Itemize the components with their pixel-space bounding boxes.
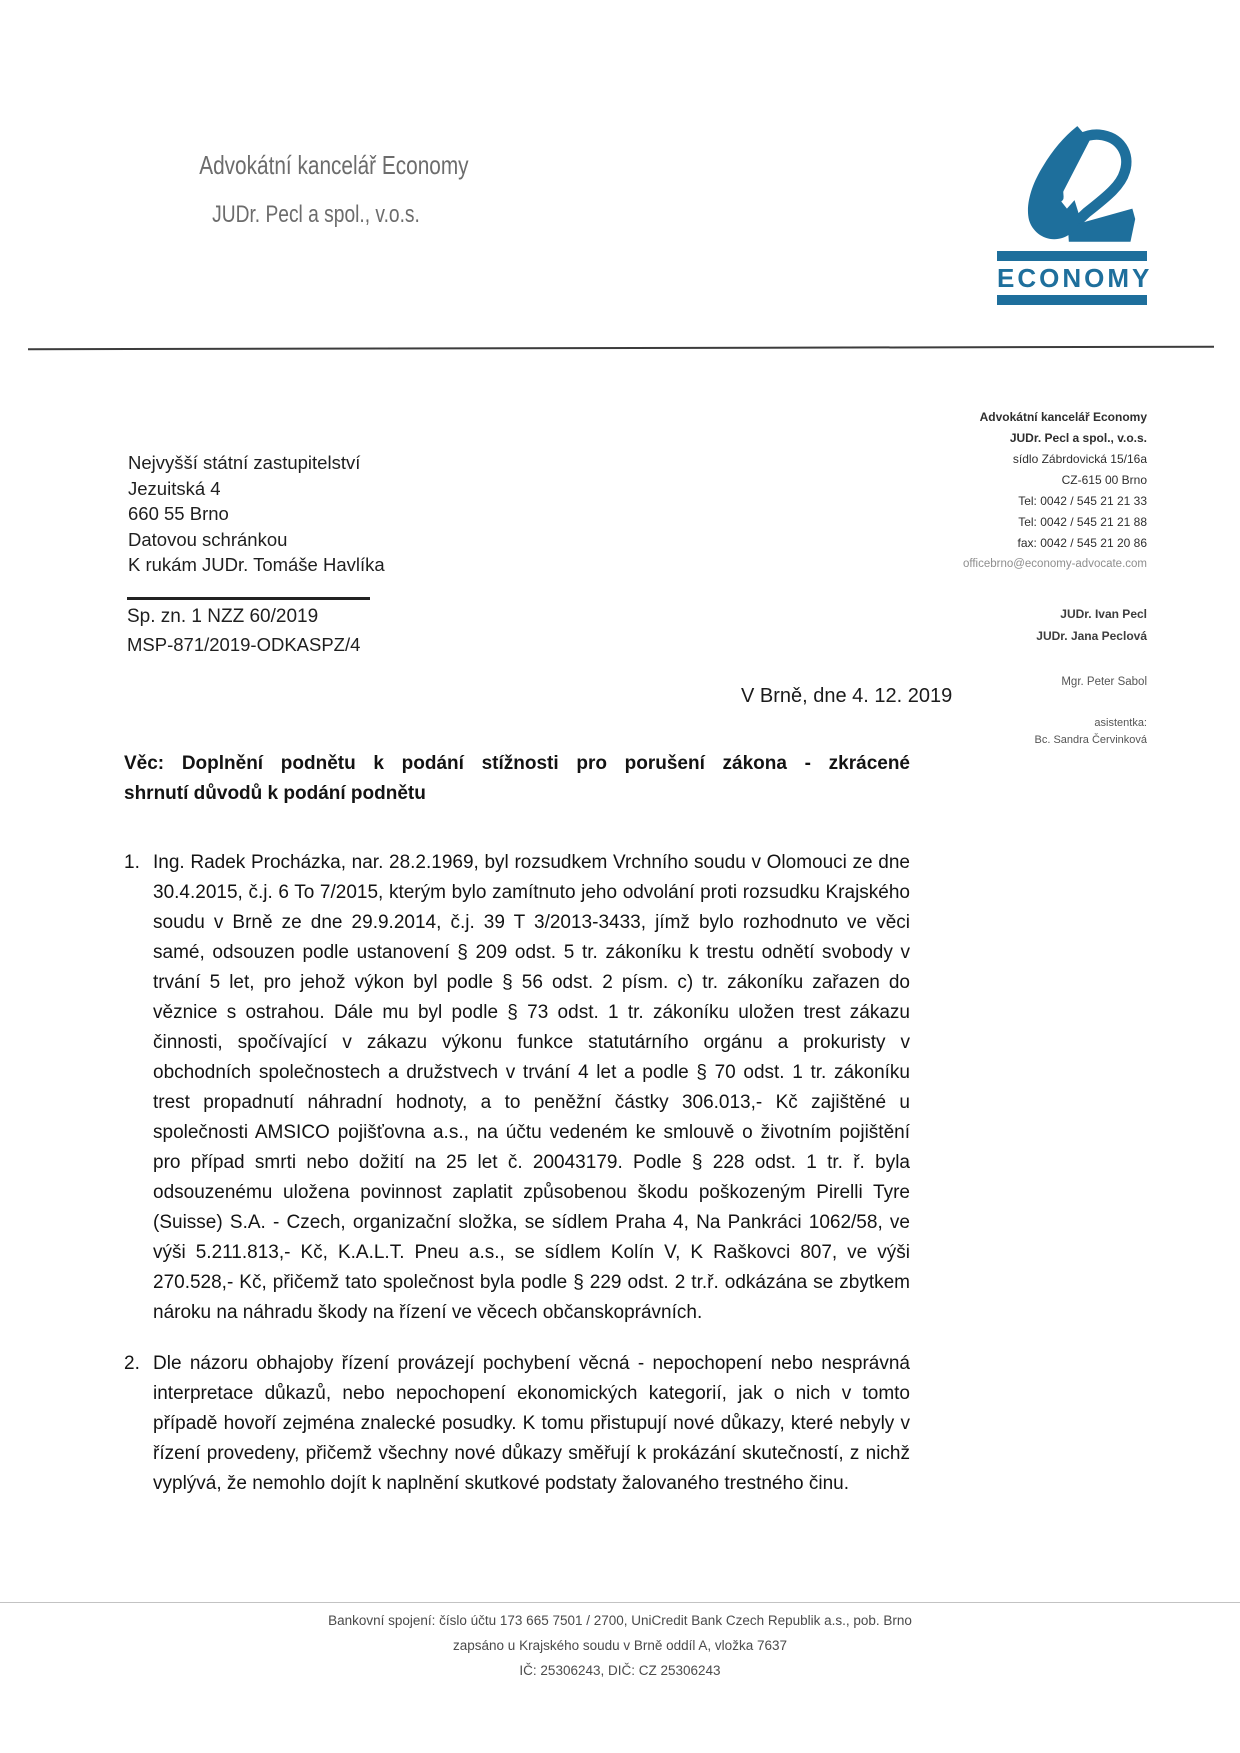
- logo-bottom-bar: [997, 295, 1147, 305]
- body-paragraph: [124, 848, 910, 1328]
- recipient-line: 660 55 Brno: [128, 503, 229, 524]
- lawyers-list: [1036, 603, 1147, 647]
- reference-msp: MSP-871/2019-ODKASPZ/4: [127, 634, 361, 655]
- subject-block: [124, 749, 910, 809]
- contact-line: CZ-615 00 Brno: [1061, 473, 1147, 487]
- recipient-line: Jezuitská 4: [128, 477, 221, 499]
- footer-divider-line: [0, 1602, 1240, 1603]
- contact-line: Advokátní kancelář Economy: [979, 410, 1147, 424]
- letterhead-firm-line2: JUDr. Pecl a spol., v.o.s.: [212, 201, 420, 228]
- lawyer-name: JUDr. Ivan Pecl: [1060, 607, 1147, 621]
- assistant-name: Bc. Sandra Červinková: [1034, 734, 1147, 746]
- contact-line: Tel: 0042 / 545 21 21 88: [1018, 515, 1147, 529]
- footer-bank-line: Bankovní spojení: číslo účtu 173 665 7501 / 2700, UniCredit Bank Czech Republik a.s., pob. Brno: [328, 1613, 912, 1628]
- logo-top-bar: [997, 251, 1147, 261]
- contact-line: Tel: 0042 / 545 21 21 33: [1018, 494, 1147, 508]
- contact-line: fax: 0042 / 545 21 20 86: [1017, 536, 1147, 550]
- paragraph-number: 1.: [124, 852, 140, 873]
- paragraph-text: Ing. Radek Procházka, nar. 28.2.1969, byl rozsudkem Vrchního soudu v Olomouci ze dne 30.4.2015, č.j. 6 To 7/2015, kterým bylo zamítnuto jeho odvolání proti rozsudku Krajského soudu v Brně ze dne 29.9.2014, č.j. 39 T 3/2013-3433, jímž bylo rozhodnuto ve věci samé, odsouzen podle ustanovení § 209 odst. 5 tr. zákoníku k trestu odnětí svobody v trvání 5 let, pro jehož výkon byl podle § 56 odst. 2 písm. c) tr. zákoníku zařazen do věznice s ostrahou. Dále mu byl podle § 73 odst. 1 tr. zákoníku uložen trest zákazu činnosti, spočívající v zákazu výkonu funkce statutárního orgánu a prokuristy v obchodních společnostech a družstvech v trvání 4 let a podle § 70 odst. 1 tr. zákoníku trest propadnutí náhradní hodnoty, a to peněžní částky 306.013,- Kč zajištěné u společnosti AMSICO pojišťovna a.s., na účtu vedeném ke smlouvě o životním pojištění pro případ smrti nebo dožití na 25 let č. 20043179. Podle § 228 odst. 1 tr. ř. byla odsouzenému uložena povinnost zaplatit způsobenou škodu poškozeným Pirelli Tyre (Suisse) S.A. - Czech, organizační složka, se sídlem Praha 4, Na Pankráci 1062/58, ve výši 5.211.813,- Kč, K.A.L.T. Pneu a.s., se sídlem Kolín V, K Raškovci 807, ve výši 270.528,- Kč, přičemž tato společnost byla podle § 229 odst. 2 tr.ř. odkázána se zbytkem nároku na náhradu škody na řízení ve věcech občanskoprávních.: [153, 852, 910, 1323]
- paragraph-text: Dle názoru obhajoby řízení provázejí pochybení věcná - nepochopení nebo nesprávná interpretace důkazů, nebo nepochopení ekonomických kategorií, jak o nich v tomto případě hovoří zejména znalecké posudky. K tomu přistupují nové důkazy, které nebyly v řízení provedeny, přičemž všechny nové důkazy směřují k prokázání skutečností, z nichž vyplývá, že nemohlo dojít k naplnění skutkové podstaty žalovaného trestného činu.: [153, 1353, 910, 1494]
- reference-sp-zn: Sp. zn. 1 NZZ 60/2019: [127, 606, 319, 627]
- body-paragraph: [124, 1349, 910, 1499]
- date-line: V Brně, dne 4. 12. 2019: [741, 685, 953, 707]
- assistant-block: [1035, 715, 1148, 749]
- footer-id-line: IČ: 25306243, DIČ: CZ 25306243: [519, 1663, 721, 1678]
- letterhead-firm-name: [170, 148, 469, 230]
- paragraph-number: 2.: [124, 1353, 140, 1374]
- recipient-line: Datovou schránkou: [128, 528, 288, 550]
- associate-name: Mgr. Peter Sabol: [1061, 676, 1147, 688]
- economy-logo-glyph: [1011, 118, 1139, 248]
- contact-line: JUDr. Pecl a spol., v.o.s.: [1009, 431, 1147, 445]
- letterhead-firm-line1: Advokátní kancelář Economy: [199, 150, 469, 180]
- contact-email: officebrno@economy-advocate.com: [962, 558, 1147, 570]
- footer-block: [0, 1608, 1240, 1683]
- letter-body: [124, 848, 910, 1520]
- contact-line: sídlo Zábrdovická 15/16a: [1012, 452, 1147, 466]
- lawyer-name: JUDr. Jana Peclová: [1036, 629, 1147, 643]
- recipient-address: [128, 450, 385, 578]
- subject-line2: shrnutí důvodů k podání podnětu: [124, 783, 426, 804]
- subject-line1: Věc: Doplnění podnětu k podání stížnosti pro porušení zákona - zkrácené: [124, 753, 910, 774]
- header-divider-line: [28, 346, 1214, 350]
- recipient-line: K rukám JUDr. Tomáše Havlíka: [128, 554, 385, 575]
- assistant-label: asistentka:: [1094, 717, 1147, 729]
- logo-wordmark: ECONOMY: [997, 263, 1153, 293]
- economy-logo: [997, 118, 1153, 308]
- recipient-line: Nejvyšší státní zastupitelství: [128, 452, 361, 473]
- contact-block: [963, 407, 1147, 575]
- reference-overline: [127, 597, 370, 600]
- footer-registry-line: zapsáno u Krajského soudu v Brně oddíl A, vložka 7637: [453, 1638, 787, 1653]
